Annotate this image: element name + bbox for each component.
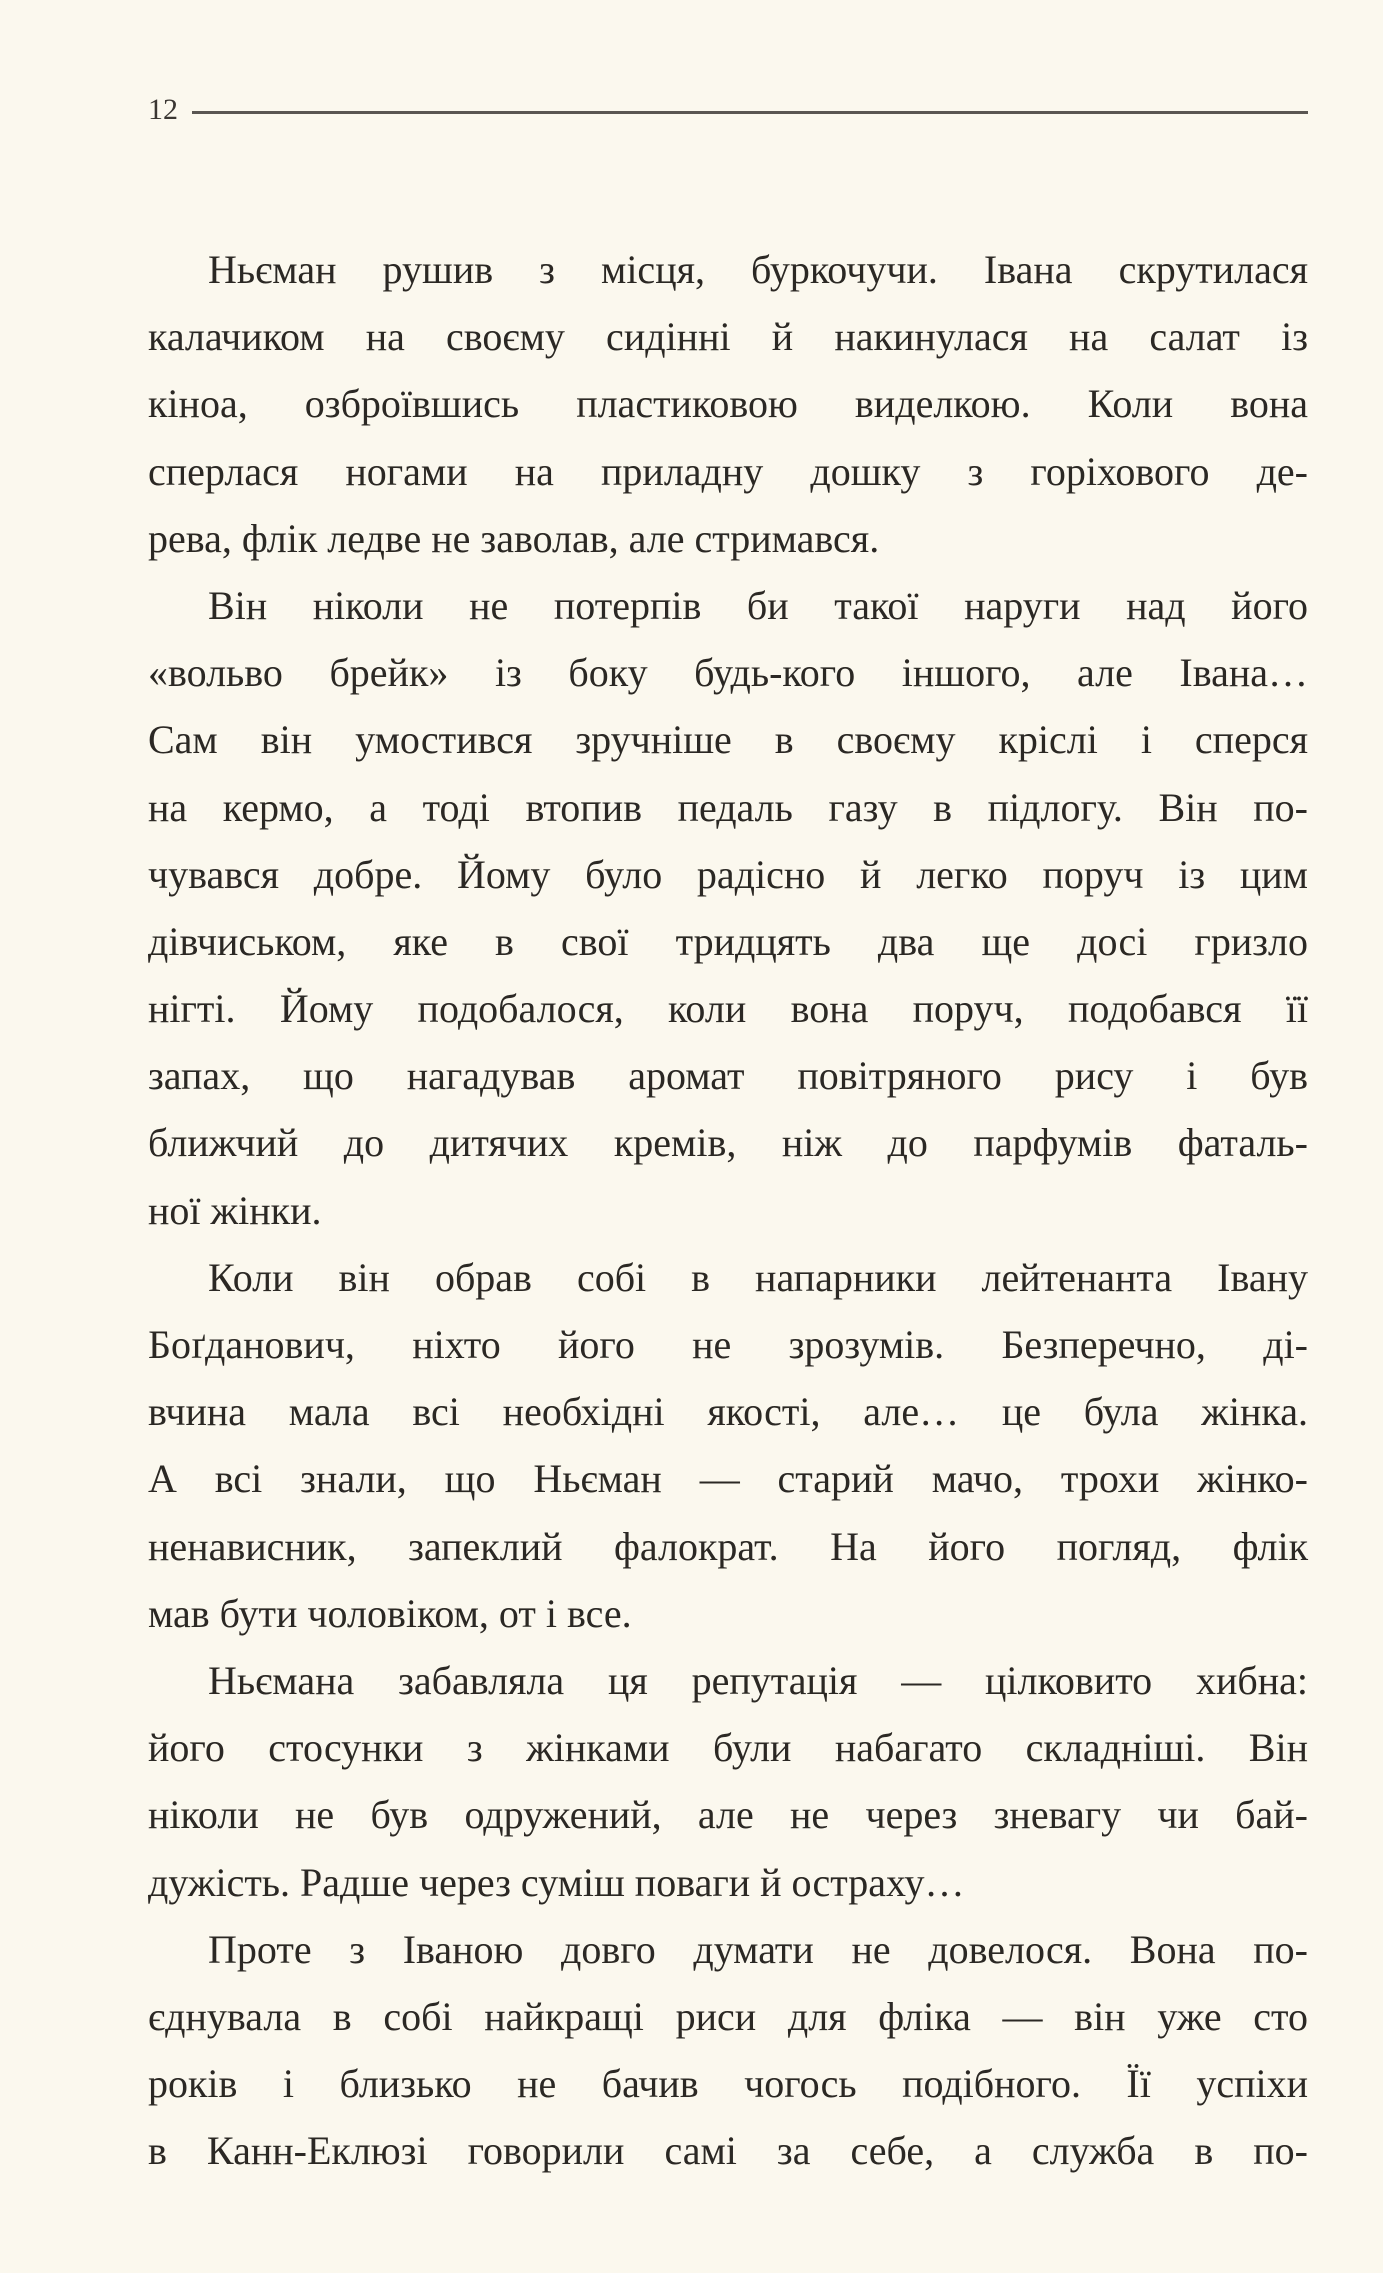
text-line: його стосунки з жінками були набагато складніші. Він [148,1725,1308,1771]
text-line: дужість. Радше через суміш поваги й остраху… [148,1859,965,1905]
text-line: Коли він обрав собі в напарники лейтенанта Івану [208,1254,1308,1300]
text-line: калачиком на своєму сидінні й накинулася на салат із [148,314,1308,360]
body-text [148,236,1308,2184]
text-line: ближчий до дитячих кремів, ніж до парфумів фаталь- [148,1120,1308,1166]
page-number: 12 [148,93,178,126]
text-line: кіноа, озброївшись пластиковою виделкою. Коли вона [148,381,1308,427]
text-line: ненависник, запеклий фалократ. На його погляд, флік [148,1523,1308,1569]
text-line: Сам він умостився зручніше в своєму кріслі і сперся [148,717,1308,763]
text-line: А всі знали, що Ньєман — старий мачо, трохи жінко- [148,1456,1308,1502]
text-line: сперлася ногами на приладну дошку з горіхового де- [148,448,1308,494]
text-line: Ньємана забавляла ця репутація — цілковито хибна: [208,1657,1308,1703]
text-line: рева, флік ледве не заволав, але стримався. [148,515,880,561]
paragraph [148,1916,1308,2185]
text-line: в Канн-Еклюзі говорили самі за себе, а служба в по- [148,2128,1308,2174]
paragraph [148,236,1308,572]
text-line: Ньєман рушив з місця, буркочучи. Івана скрутилася [208,247,1308,292]
text-line: дівчиськом, яке в свої тридцять два ще досі гризло [148,918,1308,964]
text-line: ніколи не був одружений, але не через зневагу чи бай- [148,1792,1308,1838]
text-line: Боґданович, ніхто його не зрозумів. Безперечно, ді- [148,1322,1308,1367]
text-line: єднувала в собі найкращі риси для фліка — він уже сто [148,1993,1308,2039]
text-line: нігті. Йому подобалося, коли вона поруч, подобався її [148,986,1308,1032]
text-line: на кермо, а тоді втопив педаль газу в підлогу. Він по- [148,784,1308,830]
text-line: «вольво брейк» із боку будь-кого іншого, але Івана… [148,650,1308,696]
text-line: Проте з Іваною довго думати не довелося. Вона по- [208,1926,1308,1972]
paragraph [148,1647,1308,1916]
paragraph [148,1244,1308,1647]
text-line: мав бути чоловіком, от і все. [148,1590,632,1636]
text-line: Він ніколи не потерпів би такої наруги над його [208,582,1308,628]
header-rule [192,111,1308,114]
paragraph [148,572,1308,1244]
text-line: років і близько не бачив чогось подібного. Її успіхи [148,2061,1308,2107]
text-line: чувався добре. Йому було радісно й легко поруч із цим [148,851,1308,897]
text-line: ної жінки. [148,1187,322,1233]
text-line: вчина мала всі необхідні якості, але… це була жінка. [148,1389,1308,1435]
page-header [148,90,1308,130]
text-line: запах, що нагадував аромат повітряного рису і був [148,1053,1308,1099]
